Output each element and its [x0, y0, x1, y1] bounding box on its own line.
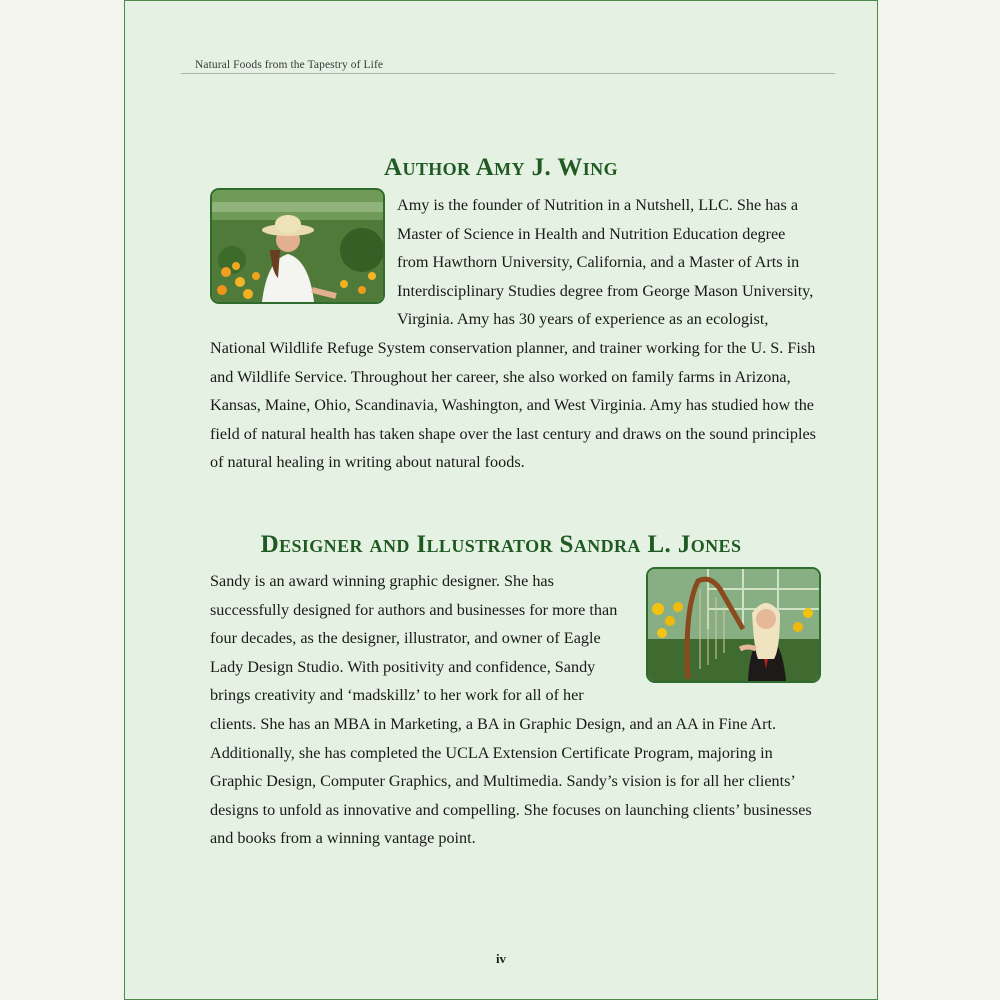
designer-bio: Sandy is an award winning graphic designer. She has successfully designed for authors and businesses for more than four decades, as the designer, illustrator, and owner of Eagle Lady Design Studio. With positivity and confidence, Sandy brings creativity and ‘madskillz’ to her work for all of her clients. She has an MBA in Marketing, a BA in Graphic Design, and an AA in Fine Art. Additionally, she has completed the UCLA Extension Certificate Program, majoring in Graphic Design, Computer Graphics, and Multimedia. Sandy’s vision is for all her clients’ designs to unfold as innovative and compelling. She focuses on launching clients’ businesses and books from a winning vantage point. — [210, 572, 812, 848]
running-head: Natural Foods from the Tapestry of Life — [195, 59, 384, 71]
page-number: iv — [495, 951, 507, 966]
harpist-photo-icon — [646, 567, 821, 683]
author-heading: Author Amy J. Wing — [384, 154, 618, 181]
header-rule — [181, 73, 835, 74]
gardener-photo-icon — [210, 188, 385, 304]
author-bio-block — [210, 191, 818, 477]
designer-heading: Designer and Illustrator Sandra L. Jones — [260, 531, 742, 558]
designer-bio-block — [210, 567, 818, 853]
book-page — [124, 0, 878, 1000]
author-bio: Amy is the founder of Nutrition in a Nutshell, LLC. She has a Master of Science in Health and Nutrition Education degree from Hawthorn University, California, and a Master of Arts in Interdisciplinary Studies degree from George Mason University, Virginia. Amy has 30 years of experience as an ecologist, National Wildlife Refuge System conservation planner, and trainer working for the U. S. Fish and Wildlife Service. Throughout her career, she also worked on family farms in Arizona, Kansas, Maine, Ohio, Scandinavia, Washington, and West Virginia. Amy has studied how the field of natural health has taken shape over the last century and draws on the sound principles of natural healing in writing about natural foods. — [210, 196, 816, 472]
